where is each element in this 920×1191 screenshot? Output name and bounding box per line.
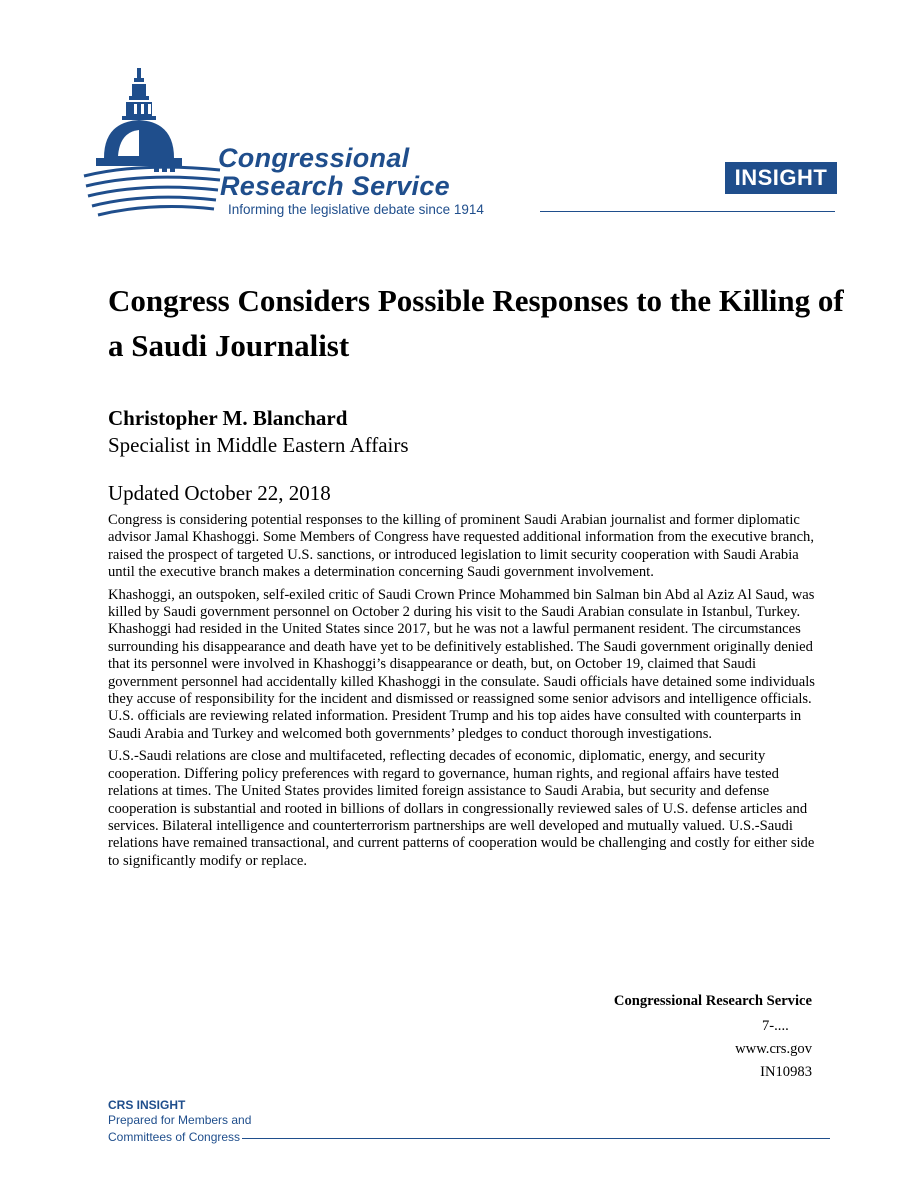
footer-website-link[interactable]: www.crs.gov xyxy=(735,1041,812,1057)
body-paragraph: Khashoggi, an outspoken, self-exiled critic of Saudi Crown Prince Mohammed bin Salman bin Abd al Aziz Al Saud, was killed by Saudi government personnel on October 2 during his visit to the Saudi Arabian consulate in Istanbul, Turkey. Khashoggi had resided in the United States since 2017, but he was not a lawful permanent resident. The circumstances surrounding his disappearance and death have yet to be definitively established. The Saudi government originally denied that its personnel were involved in Khashoggi’s disappearance or death, but, on October 19, claimed that Saudi government personnel had accidentally killed Khashoggi in the consulate. Saudi officials have detained some individuals they accuse of responsibility for the incident and dismissed or reassigned some senior advisors and intelligence officials. U.S. officials are reviewing related information. President Trump and his top aides have consulted with counterparts in Saudi Arabia and Turkey and welcomed both governments’ pledges to conduct thorough investigations. xyxy=(108,586,815,742)
author-name: Christopher M. Blanchard xyxy=(108,406,348,430)
footer-report-code: 7-.... xyxy=(762,1018,789,1034)
footer-report-id: IN10983 xyxy=(760,1064,812,1080)
updated-date: Updated October 22, 2018 xyxy=(108,481,331,505)
bottom-divider xyxy=(242,1138,830,1139)
insight-badge: INSIGHT xyxy=(725,162,837,194)
logo-name-line2: Research Service xyxy=(220,171,450,201)
logo-tagline: Informing the legislative debate since 1914 xyxy=(228,202,484,217)
header-divider xyxy=(540,211,835,212)
logo-name-line1: Congressional xyxy=(218,143,410,173)
capitol-dome-logo-icon xyxy=(82,66,222,218)
body-paragraph: Congress is considering potential responses to the killing of prominent Saudi Arabian journalist and former diplomatic advisor Jamal Khashoggi. Some Members of Congress have requested additional information from the executive branch, raised the prospect of targeted U.S. sanctions, or introduced legislation to limit security cooperation with Saudi Arabia until the executive branch makes a determination concerning Saudi government involvement. xyxy=(108,512,814,581)
prepared-for-line1: Prepared for Members and xyxy=(108,1113,252,1127)
document-title: Congress Considers Possible Responses to the Killing of a Saudi Journalist xyxy=(108,283,844,363)
body-paragraph: U.S.-Saudi relations are close and multifaceted, reflecting decades of economic, diplomatic, energy, and security cooperation. Differing policy preferences with regard to governance, human rights, and regional affairs have tested relations at times. The United States provides limited foreign assistance to Saudi Arabia, but security and defense cooperation is substantial and rooted in billions of dollars in congressionally reviewed sales of U.S. defense articles and services. Bilateral intelligence and counterterrorism partnerships are well developed and mutually valued. U.S.-Saudi relations have remained transactional, and current patterns of cooperation would be challenging and costly for either side to significantly modify or replace. xyxy=(108,748,815,869)
prepared-for-line2: Committees of Congress xyxy=(108,1130,241,1144)
footer-organization: Congressional Research Service xyxy=(613,993,812,1009)
crs-insight-label: CRS INSIGHT xyxy=(108,1098,186,1112)
author-role: Specialist in Middle Eastern Affairs xyxy=(108,433,409,457)
document-body xyxy=(108,512,816,875)
